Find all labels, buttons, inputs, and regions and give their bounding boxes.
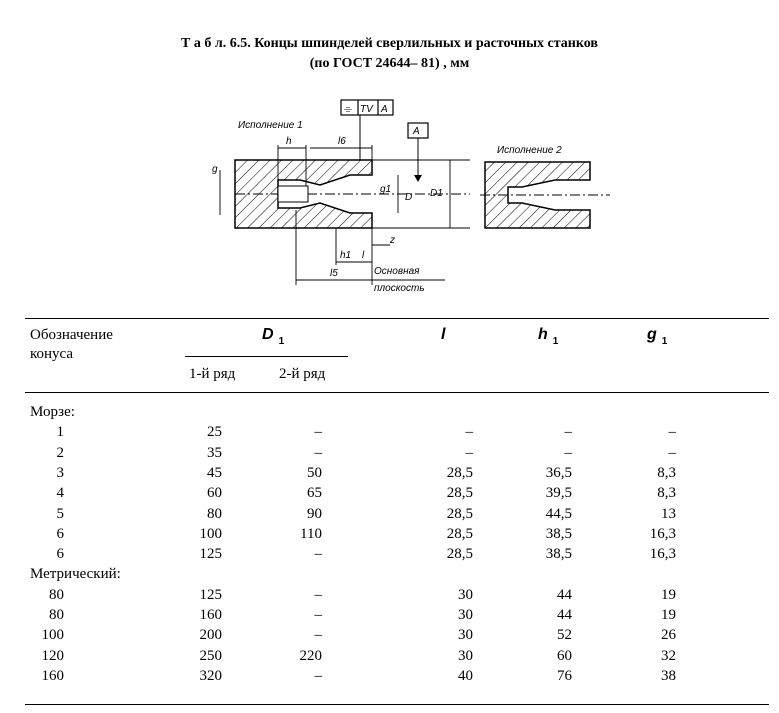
cell-h1: – [564, 444, 572, 461]
dim-h1: h1 [340, 250, 352, 261]
cell-g1: 16,3 [649, 546, 676, 563]
cell-cone: 6 [56, 546, 64, 563]
dim-l6: l6 [338, 136, 346, 147]
cell-g1: – [668, 424, 676, 441]
table-title: Т а б л. 6.5. Концы шпинделей сверлильных и расточных станков [181, 36, 598, 51]
base-plane-label-2: плоскость [374, 283, 425, 294]
cell-l: 30 [458, 586, 473, 603]
cell-h1: 44 [557, 607, 572, 623]
cell-g1: 16,3 [649, 525, 676, 542]
cell-d2-row2: 65 [307, 485, 322, 502]
header-g1 [647, 326, 667, 347]
cell-d1-row1: 45 [207, 464, 222, 481]
cell-l: 30 [458, 627, 473, 644]
header-h1 [538, 326, 558, 347]
spindle-drawing [0, 0, 779, 300]
dim-d: D [405, 192, 413, 203]
header-h-letter: h [538, 326, 548, 343]
cell-d2-row2: – [314, 424, 322, 441]
cell-cone: 160 [41, 667, 64, 684]
cell-g1: 32 [661, 647, 676, 664]
dim-h: h [286, 136, 292, 147]
table-bottom-rule [25, 704, 769, 705]
cell-d1-row1: 125 [199, 546, 222, 563]
cell-g1: 19 [661, 607, 676, 623]
cell-d2-row2: 90 [307, 505, 322, 522]
cell-d1-row1: 25 [207, 424, 222, 441]
cell-h1: 60 [557, 647, 572, 664]
tolerance-symbol: ⌯ [344, 104, 352, 115]
cell-h1: 39,5 [545, 485, 572, 502]
cell-g1: 8,3 [657, 485, 676, 502]
datum-box: A [413, 126, 420, 137]
tolerance-value: TV [360, 104, 373, 115]
cell-l: 40 [458, 667, 473, 684]
section-title: Метрический: [30, 566, 121, 583]
cell-d1-row1: 320 [199, 667, 222, 684]
cell-d2-row2: – [314, 627, 322, 644]
cell-cone: 5 [56, 505, 64, 522]
variant1-label: Исполнение 1 [238, 120, 303, 131]
cell-g1: 8,3 [657, 464, 676, 481]
cell-l: 30 [458, 647, 473, 664]
cell-l: 28,5 [446, 525, 473, 542]
cell-h1: 38,5 [545, 546, 572, 563]
section-title: Морзе: [30, 404, 75, 420]
cell-d2-row2: 110 [300, 525, 322, 542]
tolerance-datum: A [381, 104, 388, 115]
dim-l5: l5 [330, 268, 338, 279]
cell-d1-row1: 200 [199, 627, 222, 644]
cell-cone: 3 [56, 464, 64, 481]
cell-h1: 52 [557, 627, 572, 644]
header-row2: 2-й ряд [279, 366, 326, 382]
cell-g1: – [668, 444, 676, 461]
cell-d1-row1: 60 [207, 485, 222, 502]
cell-l: 28,5 [446, 505, 473, 522]
cell-l: – [465, 424, 473, 441]
cell-g1: 26 [661, 627, 676, 644]
cell-h1: 44 [557, 586, 572, 603]
cell-d2-row2: – [314, 546, 322, 563]
cell-h1: – [564, 424, 572, 441]
header-D-letter: D [262, 326, 274, 343]
cell-d2-row2: 50 [307, 464, 322, 481]
dim-D1: D1 [430, 188, 443, 199]
cell-d2-row2: – [314, 586, 322, 603]
header-h-sub: 1 [552, 336, 559, 347]
cell-d1-row1: 35 [207, 444, 222, 461]
cell-cone: 1 [56, 424, 64, 441]
cell-l: 30 [458, 607, 473, 623]
cell-cone: 80 [49, 586, 64, 603]
cell-d2-row2: – [314, 607, 322, 623]
cell-cone: 120 [41, 647, 64, 664]
header-bottom-rule [25, 392, 769, 393]
cell-g1: 19 [661, 586, 676, 603]
cell-h1: 44,5 [545, 505, 572, 522]
dim-l: l [362, 250, 365, 261]
cell-d2-row2: – [314, 444, 322, 461]
header-g-letter: g [647, 326, 657, 343]
cell-d2-row2: – [314, 667, 322, 684]
cell-cone: 2 [56, 444, 64, 461]
header-D-sub: 1 [278, 336, 285, 347]
cell-d1-row1: 125 [199, 586, 222, 603]
cell-g1: 38 [661, 667, 676, 684]
base-plane-label-1: Основная [374, 266, 420, 277]
cell-d1-row1: 100 [199, 525, 222, 542]
cell-d1-row1: 80 [207, 505, 222, 522]
cell-h1: 76 [557, 667, 572, 684]
dim-g: g [212, 164, 218, 175]
cell-l: 28,5 [446, 464, 473, 481]
table-subtitle: (по ГОСТ 24644– 81) , мм [309, 56, 470, 71]
cell-h1: 36,5 [545, 464, 572, 481]
cell-cone: 80 [49, 607, 64, 623]
header-g-sub: 1 [661, 336, 668, 347]
table-top-rule [25, 318, 769, 319]
header-D1 [262, 326, 284, 347]
cell-cone: 4 [56, 485, 64, 502]
header-row1: 1-й ряд [189, 366, 236, 382]
cell-g1: 13 [661, 505, 676, 522]
variant2-label: Исполнение 2 [497, 145, 562, 156]
cell-l: 28,5 [446, 546, 473, 563]
dim-g1: g1 [380, 184, 392, 195]
header-designation: Обозначение конуса [30, 327, 113, 362]
variant2-body [480, 145, 610, 228]
cell-l: – [465, 444, 473, 461]
cell-cone: 6 [56, 525, 64, 542]
cell-d2-row2: 220 [299, 647, 322, 664]
cell-d1-row1: 160 [199, 607, 222, 623]
cell-h1: 38,5 [545, 525, 572, 542]
header-l: l [441, 326, 446, 343]
cell-l: 28,5 [446, 485, 473, 502]
cell-cone: 100 [41, 627, 64, 644]
dim-z: z [390, 235, 395, 246]
cell-d1-row1: 250 [199, 647, 222, 664]
d1-split-rule [185, 356, 348, 357]
